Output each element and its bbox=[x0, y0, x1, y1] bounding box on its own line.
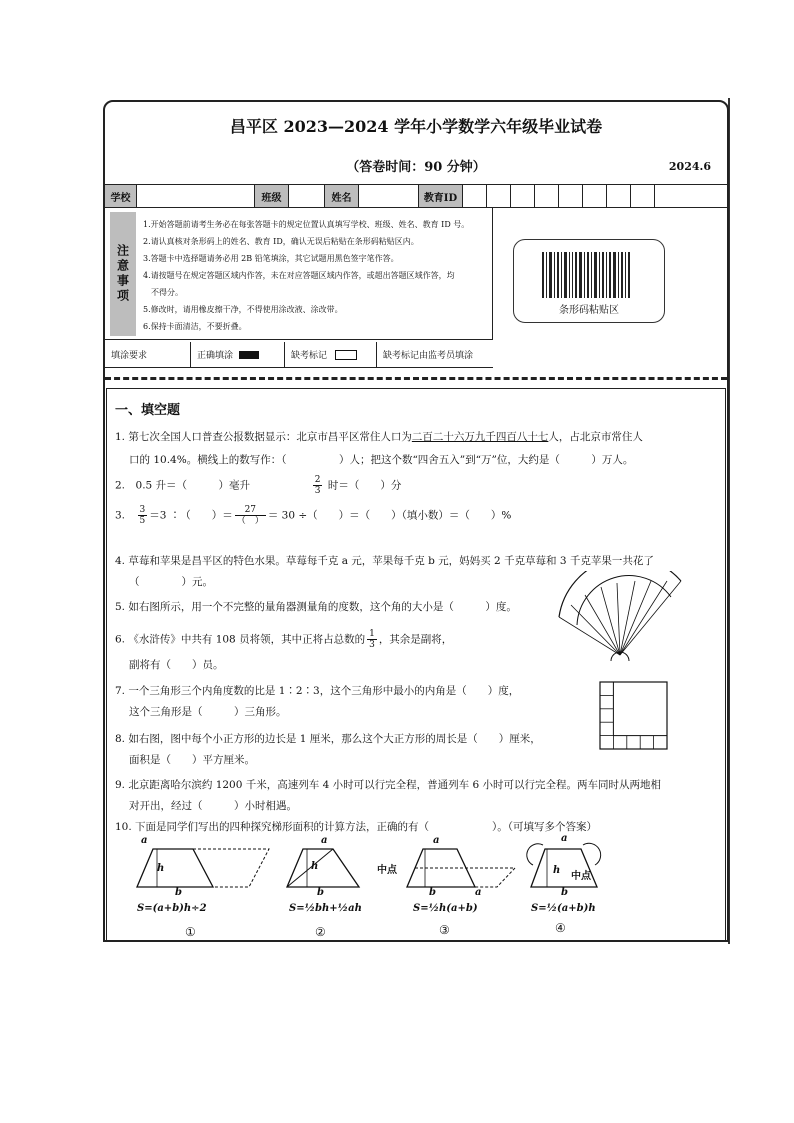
barcode-icon bbox=[542, 252, 638, 298]
fig3-label-a2: a bbox=[475, 887, 482, 898]
exam-date: 2024.6 bbox=[668, 160, 711, 173]
q1-text: 1. 第七次全国人口普查公报数据显示：北京市昌平区常住人口为 bbox=[115, 431, 412, 443]
edu-id-digit[interactable] bbox=[655, 185, 679, 207]
absent-mark bbox=[285, 342, 377, 367]
fig4-label-a: a bbox=[561, 833, 568, 844]
question-1-line2: 口的 10.4%。横线上的数写作：（ ）人；把这个数“四舍五入”到“万”位，大约是（ ）万人。 bbox=[129, 454, 634, 466]
note-item: 2.请认真核对条形码上的姓名、教育 ID，确认无误后粘贴在条形码粘贴区内。 bbox=[143, 237, 419, 246]
fig2-label-a: a bbox=[321, 835, 328, 846]
absent-mark-label: 缺考标记 bbox=[291, 351, 328, 361]
q6-text: 6. 《水浒传》中共有 108 员将领，其中正将占总数的 bbox=[115, 633, 366, 646]
option-number-3: ③ bbox=[439, 923, 450, 937]
fig1-label-a: a bbox=[141, 835, 148, 846]
student-info-row bbox=[105, 184, 727, 208]
formula-1: S=(a+b)h÷2 bbox=[137, 903, 207, 914]
name-field[interactable] bbox=[359, 185, 419, 207]
question-8-line2: 面积是（ ）平方厘米。 bbox=[129, 754, 255, 766]
notes-list bbox=[143, 216, 489, 335]
question-2 bbox=[115, 475, 401, 497]
q1-text-2: 人，占北京市常住人 bbox=[548, 431, 643, 443]
note-item: 6.保持卡面清洁，不要折叠。 bbox=[143, 322, 247, 331]
q2-text: 2. 0.5 升＝（ ）毫升 bbox=[115, 479, 251, 492]
filled-box-icon bbox=[239, 351, 259, 359]
edu-id-digit[interactable] bbox=[511, 185, 535, 207]
formula-4: S=½(a+b)h bbox=[531, 903, 596, 914]
edu-id-label: 教育ID bbox=[419, 185, 463, 207]
notes-panel bbox=[105, 208, 493, 340]
fig3-label-a: a bbox=[433, 835, 440, 846]
absent-note: 缺考标记由监考员填涂 bbox=[383, 351, 474, 361]
fill-in-section bbox=[106, 388, 726, 940]
option-number-1: ① bbox=[185, 925, 196, 939]
note-item: 3.答题卡中选择题请务必用 2B 铅笔填涂，其它试题用黑色签字笔作答。 bbox=[143, 254, 399, 263]
barcode-label: 条形码粘贴区 bbox=[559, 305, 619, 316]
note-item: 1.开始答题前请考生务必在每张答题卡的规定位置认真填写学校、班级、姓名、教育 ID 号。 bbox=[143, 220, 470, 229]
name-label: 姓名 bbox=[325, 185, 359, 207]
q2-text-2: 时＝（ ）分 bbox=[327, 479, 402, 492]
note-item: 不得分。 bbox=[143, 288, 183, 297]
fig2-label-h: h bbox=[311, 861, 319, 872]
option-number-4: ④ bbox=[555, 921, 566, 935]
q3-fraction: $\frac{3}{5}$ bbox=[139, 505, 146, 526]
class-label: 班级 bbox=[255, 185, 289, 207]
question-3: 3. $\frac{3}{5}$ ＝3 ∶（ ）＝ $\frac{27}{( )}$ ＝ 30 ÷（ ）＝（ ）（填小数）＝（ ）% bbox=[115, 505, 512, 526]
edu-id-digit[interactable] bbox=[535, 185, 559, 207]
note-item: 4.请按题号在规定答题区域内作答，未在对应答题区域内作答，或超出答题区域作答，均 bbox=[143, 271, 455, 280]
edu-id-digit[interactable] bbox=[631, 185, 655, 207]
exam-duration: （答卷时间：90 分钟） bbox=[346, 160, 486, 175]
fig4-midpoint: 中点 bbox=[571, 871, 591, 882]
formula-3: S=½h(a+b) bbox=[413, 903, 478, 914]
q3-fraction-2: $\frac{27}{( )}$ bbox=[236, 505, 264, 526]
note-item: 5.修改时，请用橡皮擦干净，不得使用涂改液、涂改带。 bbox=[143, 305, 343, 314]
square-grid-figure bbox=[599, 681, 669, 751]
correct-fill-label: 正确填涂 bbox=[197, 351, 234, 361]
fig4-label-b: b bbox=[561, 887, 568, 898]
correct-fill-sample bbox=[191, 342, 285, 367]
exam-title: 昌平区 2023—2024 学年小学数学六年级毕业试卷 bbox=[229, 117, 603, 136]
edu-id-digit[interactable] bbox=[463, 185, 487, 207]
question-8: 8. 如右图，图中每个小正方形的边长是 1 厘米，那么这个大正方形的周长是（ ）厘米， bbox=[115, 733, 541, 745]
question-5: 5. 如右图所示，用一个不完整的量角器测量角的度数，这个角的大小是（ ）度。 bbox=[115, 601, 517, 613]
edu-id-digit[interactable] bbox=[583, 185, 607, 207]
trapezoid-figure-3 bbox=[397, 841, 517, 897]
question-4: 4. 草莓和苹果是昌平区的特色水果。草莓每千克 a 元，苹果每千克 b 元，妈妈买 2 千克草莓和 3 千克苹果一共花了 bbox=[115, 555, 654, 567]
q1-underlined: 二百二十六万九千四百八十七 bbox=[411, 431, 549, 443]
question-4-line2: （ ）元。 bbox=[129, 576, 213, 588]
question-9-line2: 对开出，经过（ ）小时相遇。 bbox=[129, 800, 297, 812]
edu-id-digit[interactable] bbox=[487, 185, 511, 207]
question-7-line2: 这个三角形是（ ）三角形。 bbox=[129, 706, 287, 718]
option-number-2: ② bbox=[315, 925, 326, 939]
fig4-label-h: h bbox=[553, 865, 561, 876]
fig1-label-h: h bbox=[157, 863, 165, 874]
section-title: 一、填空题 bbox=[115, 403, 181, 418]
fill-requirement-row bbox=[105, 342, 493, 368]
q6-text-2: ，其余是副将， bbox=[378, 633, 453, 646]
edu-id-digit[interactable] bbox=[559, 185, 583, 207]
fig2-label-b: b bbox=[317, 887, 324, 898]
trapezoid-figure-1 bbox=[133, 841, 273, 897]
question-1 bbox=[115, 427, 643, 448]
q3-text-2: ＝ 30 ÷（ ）＝（ ）（填小数）＝（ ）% bbox=[267, 509, 512, 522]
trapezoid-figure-2 bbox=[283, 841, 373, 897]
question-6-line2: 副将有（ ）员。 bbox=[129, 659, 224, 671]
absent-mark-box[interactable] bbox=[335, 350, 357, 360]
fill-requirement-label: 填涂要求 bbox=[105, 342, 191, 367]
question-9: 9. 北京距离哈尔滨约 1200 千米，高速列车 4 小时可以行完全程，普通列车 6 小时可以行完全程。两车同时从两地相 bbox=[115, 779, 661, 791]
school-label: 学校 bbox=[105, 185, 137, 207]
question-7: 7. 一个三角形三个内角度数的比是 1∶2∶3，这个三角形中最小的内角是（ ）度， bbox=[115, 685, 520, 697]
cut-line bbox=[105, 377, 727, 380]
question-10: 10. 下面是同学们写出的四种探究梯形面积的计算方法，正确的有（ ）。（可填写多个答案） bbox=[115, 821, 598, 833]
school-field[interactable] bbox=[137, 185, 255, 207]
class-field[interactable] bbox=[289, 185, 325, 207]
protractor-figure bbox=[545, 571, 695, 663]
question-6 bbox=[115, 629, 452, 651]
fig3-midpoint: 中点 bbox=[377, 865, 397, 876]
q3-text: ＝3 ∶（ ）＝ bbox=[149, 509, 233, 522]
q6-fraction: $\frac{1}{3}$ bbox=[369, 629, 375, 650]
q2-fraction: $\frac{2}{3}$ bbox=[314, 475, 321, 496]
fig1-label-b: b bbox=[175, 887, 182, 898]
fig3-label-b: b bbox=[429, 887, 436, 898]
formula-2: S=½bh+½ah bbox=[289, 903, 362, 914]
barcode-sticker-area[interactable] bbox=[513, 239, 665, 323]
notes-label: 注意事项 bbox=[110, 212, 136, 336]
edu-id-digit[interactable] bbox=[607, 185, 631, 207]
